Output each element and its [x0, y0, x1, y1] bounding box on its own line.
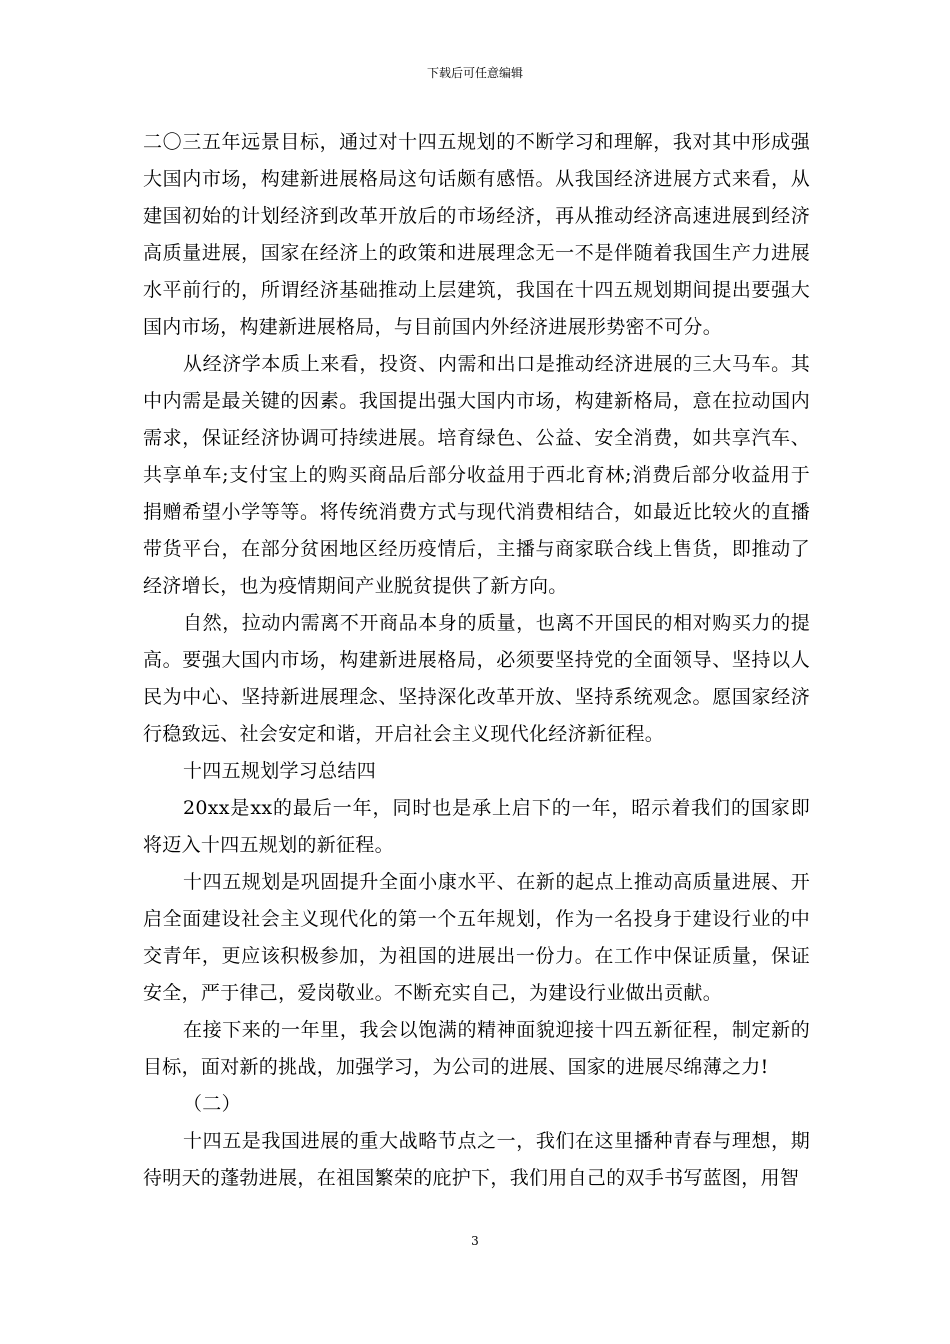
page-number: 3	[471, 1234, 479, 1248]
paragraph-6: 在接下来的一年里，我会以饱满的精神面貌迎接十四五新征程，制定新的目标，面对新的挑战，加强学习，为公司的进展、国家的进展尽绵薄之力!	[143, 1019, 810, 1078]
paragraph-5: 十四五规划是巩固提升全面小康水平、在新的起点上推动高质量进展、开启全面建设社会主义现代化的第一个五年规划，作为一名投身于建设行业的中交青年，更应该积极参加，为祖国的进展出一份力。在工作中保证质量，保证安全，严于律己，爱岗敬业。不断充实自己，为建设行业做出贡献。	[143, 871, 810, 1004]
paragraph-1: 二〇三五年远景目标，通过对十四五规划的不断学习和理解，我对其中形成强大国内市场，构建新进展格局这句话颇有感悟。从我国经济进展方式来看，从建国初始的计划经济到改革开放后的市场经济，再从推动经济高速进展到经济高质量进展，国家在经济上的政策和进展理念无一不是伴随着我国生产力进展水平前行的，所谓经济基础推动上层建筑，我国在十四五规划期间提出要强大国内市场，构建新进展格局，与目前国内外经济进展形势密不可分。	[143, 131, 810, 338]
subsection-marker: （二）	[183, 1093, 241, 1115]
section-heading: 十四五规划学习总结四	[183, 760, 377, 782]
paragraph-3: 自然，拉动内需离不开商品本身的质量，也离不开国民的相对购买力的提高。要强大国内市场，构建新进展格局，必须要坚持党的全面领导、坚持以人民为中心、坚持新进展理念、坚持深化改革开放、坚持系统观念。愿国家经济行稳致远、社会安定和谐，开启社会主义现代化经济新征程。	[143, 612, 810, 745]
document-body	[143, 124, 810, 1197]
paragraph-4: 20xx是xx的最后一年，同时也是承上启下的一年，昭示着我们的国家即将迈入十四五规划的新征程。	[143, 797, 810, 856]
paragraph-2: 从经济学本质上来看，投资、内需和出口是推动经济进展的三大马车。其中内需是最关键的因素。我国提出强大国内市场，构建新格局，意在拉动国内需求，保证经济协调可持续进展。培育绿色、公益、安全消费，如共享汽车、共享单车;支付宝上的购买商品后部分收益用于西北育林;消费后部分收益用于捐赠希望小学等等。将传统消费方式与现代消费相结合，如最近比较火的直播带货平台，在部分贫困地区经历疫情后，主播与商家联合线上售货，即推动了经济增长，也为疫情期间产业脱贫提供了新方向。	[143, 353, 810, 597]
page-header: 下载后可任意编辑	[426, 66, 523, 80]
paragraph-7: 十四五是我国进展的重大战略节点之一，我们在这里播种青春与理想，期待明天的蓬勃进展，在祖国繁荣的庇护下，我们用自己的双手书写蓝图，用智	[143, 1130, 810, 1189]
